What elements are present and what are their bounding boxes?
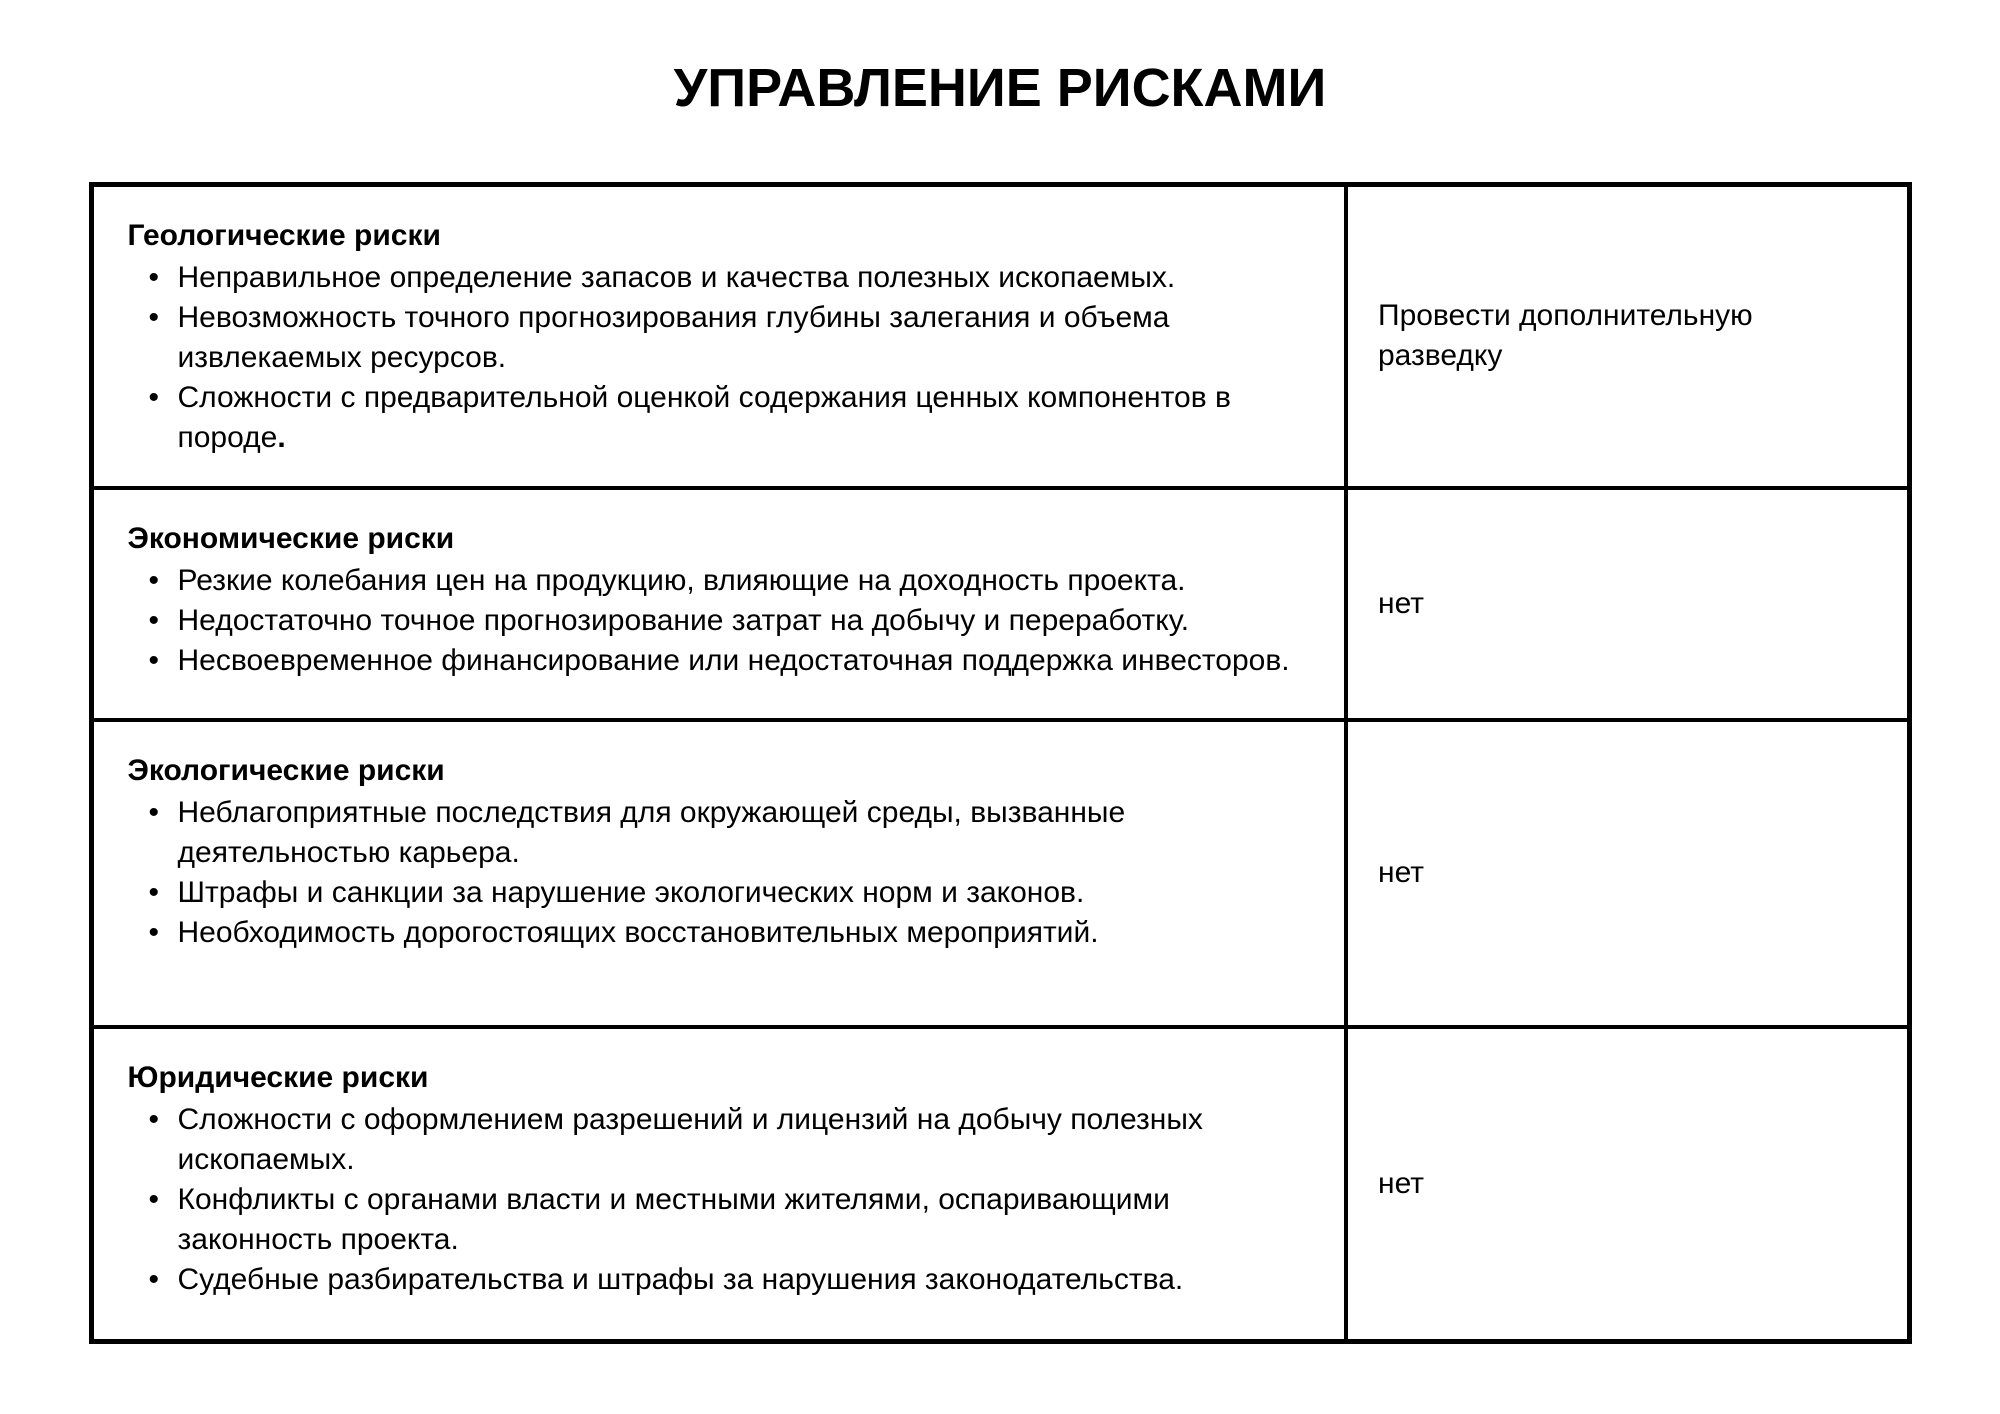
risk-bullet	[178, 378, 1310, 458]
risk-bullet-list	[128, 561, 1310, 681]
mitigation-cell-legal	[1346, 1027, 1909, 1342]
risk-bullet-bold-period: .	[277, 421, 286, 454]
table-row-geological	[91, 185, 1909, 488]
risk-bullet: • Необходимость дорогостоящих восстановительных мероприятий.	[178, 913, 1310, 953]
mitigation-text: Провести дополнительную разведку	[1378, 299, 1753, 373]
risk-bullet: • Невозможность точного прогнозирования глубины залегания и объема извлекаемых ресурсов.	[178, 298, 1310, 378]
risk-category-title: Экономические риски	[127, 521, 455, 555]
table-row-legal	[91, 1027, 1909, 1342]
risk-cell-economic	[91, 488, 1346, 720]
mitigation-cell-geological	[1346, 185, 1909, 488]
risk-bullet: • Штрафы и санкции за нарушение экологических норм и законов.	[178, 873, 1310, 913]
risk-bullet: • Сложности с оформлением разрешений и лицензий на добычу полезных ископаемых.	[178, 1100, 1310, 1180]
mitigation-text: нет	[1378, 856, 1424, 889]
risk-bullet: • Недостаточно точное прогнозирование затрат на добычу и переработку.	[178, 601, 1310, 641]
mitigation-text: нет	[1378, 1166, 1424, 1200]
risk-bullet: • Неправильное определение запасов и качества полезных ископаемых.	[178, 258, 1310, 298]
risk-cell-ecological	[91, 720, 1346, 1027]
risk-bullet: • Судебные разбирательства и штрафы за нарушения законодательства.	[178, 1260, 1310, 1300]
risk-bullet-list	[128, 1100, 1310, 1300]
mitigation-cell-economic	[1346, 488, 1909, 720]
risk-category-title: Геологические риски	[127, 219, 441, 252]
risk-bullet: • Резкие колебания цен на продукцию, влияющие на доходность проекта.	[178, 561, 1310, 601]
risk-bullet: • Неблагоприятные последствия для окружающей среды, вызванные деятельностью карьера.	[178, 793, 1310, 873]
risk-bullet-list	[128, 793, 1310, 953]
risk-bullet-text: Сложности с предварительной оценкой содержания ценных компонентов в породе	[177, 381, 1231, 454]
page-title: УПРАВЛЕНИЕ РИСКАМИ	[673, 58, 1327, 118]
risk-cell-legal	[91, 1027, 1346, 1342]
risk-category-title: Юридические риски	[127, 1060, 429, 1094]
risk-management-table	[89, 182, 1912, 1344]
table-row-ecological	[91, 720, 1909, 1027]
mitigation-text: нет	[1378, 586, 1424, 620]
risk-category-title: Экологические риски	[127, 753, 445, 787]
risk-bullet: • Несвоевременное финансирование или недостаточная поддержка инвесторов.	[178, 641, 1310, 681]
table-row-economic	[91, 488, 1909, 720]
risk-cell-geological	[91, 185, 1346, 488]
mitigation-cell-ecological	[1346, 720, 1909, 1027]
risk-bullet-list	[128, 258, 1310, 458]
risk-bullet: • Конфликты с органами власти и местными жителями, оспаривающими законность проекта.	[178, 1180, 1310, 1260]
